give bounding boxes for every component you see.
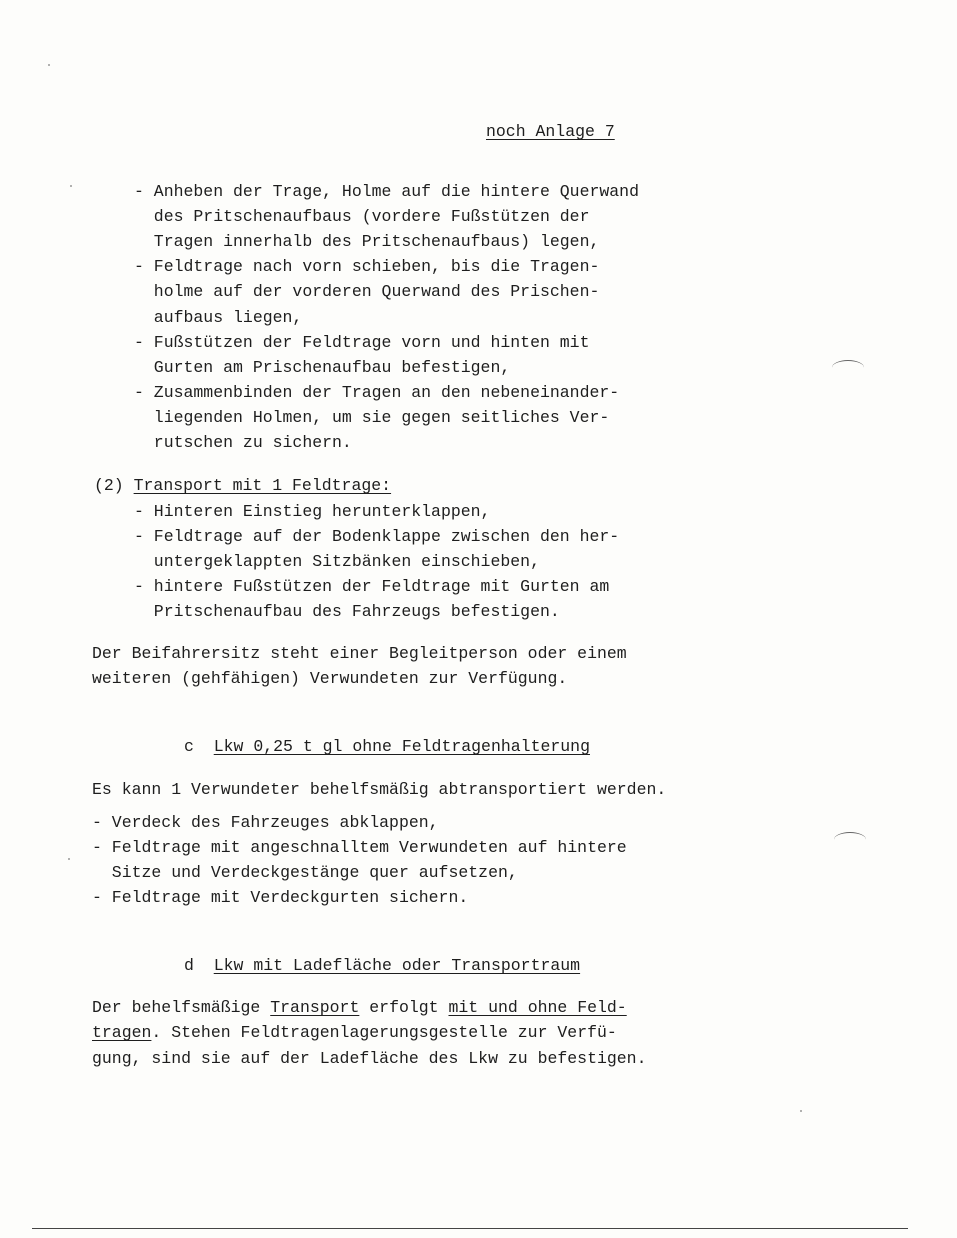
section-title: Lkw 0,25 t gl ohne Feldtragenhalterung: [213, 737, 590, 756]
list-item: - Feldtrage auf der Bodenklappe zwischen den her-: [134, 527, 620, 546]
list-item: - Anheben der Trage, Holme auf die hintere Querwand: [134, 182, 639, 201]
list-item: - Zusammenbinden der Tragen an den nebeneinander-: [134, 383, 620, 402]
section-d-heading: [184, 956, 580, 976]
scan-mark: [834, 832, 866, 847]
list-item: - Fußstützen der Feldtrage vorn und hinten mit: [134, 333, 590, 352]
text-run: Transport: [270, 998, 360, 1017]
paragraph-line: Es kann 1 Verwundeter behelfsmäßig abtransportiert werden.: [92, 780, 667, 799]
list-item: rutschen zu sichern.: [134, 433, 352, 452]
page-header: noch Anlage 7: [486, 122, 615, 141]
paragraph-line: weiteren (gehfähigen) Verwundeten zur Verfügung.: [92, 669, 568, 688]
section-title: Transport mit 1 Feldtrage:: [133, 476, 392, 495]
list-item: - Feldtrage mit Verdeckgurten sichern.: [92, 888, 469, 907]
section-2-heading: [94, 476, 391, 496]
section-c-heading: [184, 737, 590, 757]
scan-speck: [800, 1110, 802, 1112]
list-item: Gurten am Prischenaufbau befestigen,: [134, 358, 511, 377]
list-item: Tragen innerhalb des Pritschenaufbaus) legen,: [134, 232, 600, 251]
list-item: Pritschenaufbau des Fahrzeugs befestigen.: [134, 602, 560, 621]
list-item: - Feldtrage nach vorn schieben, bis die Tragen-: [134, 257, 600, 276]
scan-speck: [70, 185, 72, 187]
bottom-rule: [32, 1228, 908, 1229]
list-item: holme auf der vorderen Querwand des Prischen-: [134, 282, 600, 301]
list-item: aufbaus liegen,: [134, 308, 303, 327]
paragraph-line: [92, 1023, 617, 1043]
text-run: erfolgt: [359, 998, 449, 1017]
section-letter: d: [184, 956, 194, 975]
paragraph-line: [92, 998, 627, 1018]
section-title: Lkw mit Ladefläche oder Transportraum: [213, 956, 581, 975]
list-item: - hintere Fußstützen der Feldtrage mit Gurten am: [134, 577, 610, 596]
list-item: des Pritschenaufbaus (vordere Fußstützen der: [134, 207, 590, 226]
scan-speck: [68, 858, 70, 860]
list-item: - Hinteren Einstieg herunterklappen,: [134, 502, 491, 521]
list-item: - Feldtrage mit angeschnalltem Verwundeten auf hintere: [92, 838, 627, 857]
text-run: Der behelfsmäßige: [92, 998, 271, 1017]
text-run: tragen: [92, 1023, 152, 1042]
text-run: . Stehen Feldtragenlagerungsgestelle zur Verfü-: [151, 1023, 617, 1042]
list-item: liegenden Holmen, um sie gegen seitliches Ver-: [134, 408, 610, 427]
scan-speck: [48, 64, 50, 66]
list-item: - Verdeck des Fahrzeuges abklappen,: [92, 813, 439, 832]
section-letter: c: [184, 737, 194, 756]
scan-mark: [832, 360, 864, 375]
paragraph-line: Der Beifahrersitz steht einer Begleitperson oder einem: [92, 644, 627, 663]
paragraph-line: gung, sind sie auf der Ladefläche des Lkw zu befestigen.: [92, 1049, 647, 1068]
list-item: untergeklappten Sitzbänken einschieben,: [134, 552, 540, 571]
section-number: (2): [94, 476, 134, 495]
list-item: Sitze und Verdeckgestänge quer aufsetzen,: [92, 863, 518, 882]
text-run: mit und ohne Feld-: [448, 998, 627, 1017]
